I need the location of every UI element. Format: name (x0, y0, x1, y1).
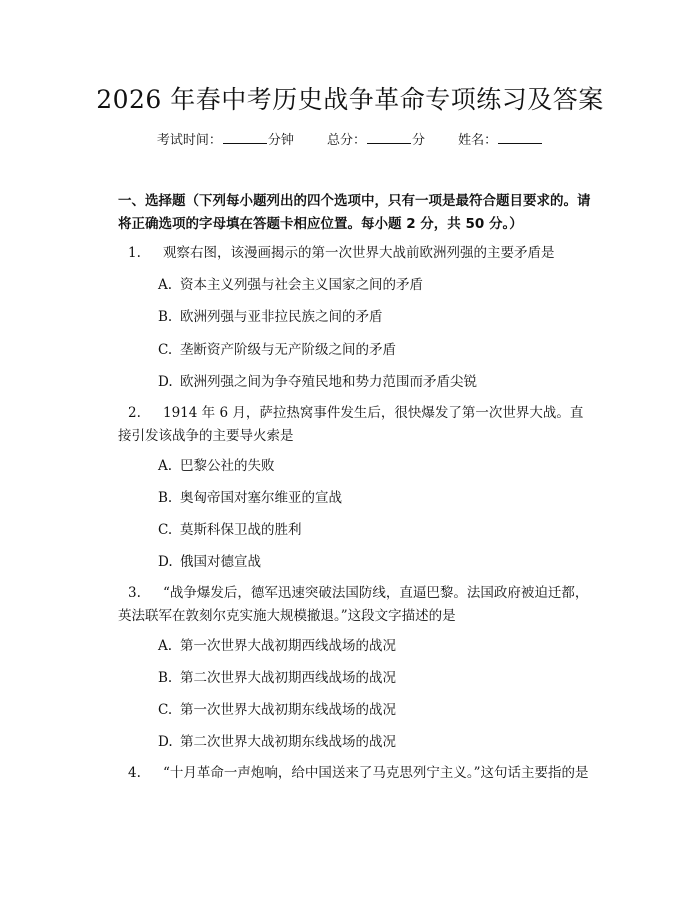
option-letter: C. (158, 522, 173, 538)
time-blank (223, 131, 267, 144)
option-c (158, 700, 588, 720)
question-number: 2. (128, 405, 141, 421)
question-number: 1. (128, 245, 141, 261)
option-text: 垄断资产阶级与无产阶级之间的矛盾 (180, 342, 396, 358)
exam-meta-line (0, 131, 700, 151)
option-a (158, 636, 588, 656)
option-text: 莫斯科保卫战的胜利 (180, 522, 302, 538)
option-text: 奥匈帝国对塞尔维亚的宣战 (180, 490, 342, 506)
question-4 (118, 762, 592, 785)
score-unit: 分 (412, 133, 426, 148)
question-text: “十月革命一声炮响，给中国送来了马克思列宁主义。”这句话主要指的是 (163, 765, 589, 781)
option-text: 第二次世界大战初期西线战场的战况 (180, 670, 396, 686)
question-text: “战争爆发后，德军迅速突破法国防线，直逼巴黎。法国政府被迫迁都，英法联军在敦刻尔克实施大规模撤退。”这段文字描述的是 (118, 585, 589, 624)
option-a (158, 456, 588, 476)
option-letter: D. (158, 734, 173, 750)
option-letter: D. (158, 374, 173, 390)
option-b (158, 488, 588, 508)
question-text: 观察右图，该漫画揭示的第一次世界大战前欧洲列强的主要矛盾是 (163, 245, 555, 261)
option-letter: A. (158, 277, 173, 293)
option-text: 巴黎公社的失败 (180, 458, 275, 474)
option-text: 俄国对德宣战 (180, 554, 261, 570)
option-letter: C. (158, 702, 173, 718)
question-number: 4. (128, 765, 141, 781)
option-c (158, 340, 588, 360)
option-d (158, 732, 588, 752)
time-unit: 分钟 (267, 133, 294, 148)
option-text: 第二次世界大战初期东线战场的战况 (180, 734, 396, 750)
option-b (158, 668, 588, 688)
option-text: 第一次世界大战初期西线战场的战况 (180, 638, 396, 654)
score-blank (367, 131, 411, 144)
option-text: 欧洲列强之间为争夺殖民地和势力范围而矛盾尖锐 (180, 374, 477, 390)
option-a (158, 275, 588, 295)
option-text: 资本主义列强与社会主义国家之间的矛盾 (180, 277, 423, 293)
option-letter: B. (158, 670, 173, 686)
option-letter: D. (158, 554, 173, 570)
option-b (158, 307, 588, 327)
time-label: 考试时间： (156, 133, 222, 148)
option-text: 第一次世界大战初期东线战场的战况 (180, 702, 396, 718)
question-number: 3. (128, 585, 141, 601)
option-letter: B. (158, 490, 173, 506)
question-text: 1914 年 6 月，萨拉热窝事件发生后，很快爆发了第一次世界大战。直接引发该战争的主要导火索是 (118, 405, 584, 444)
question-2 (118, 402, 592, 448)
option-d (158, 552, 588, 572)
page-title: 2026 年春中考历史战争革命专项练习及答案 (96, 85, 604, 114)
question-3 (118, 582, 592, 628)
name-label: 姓名： (458, 133, 498, 148)
option-d (158, 372, 588, 392)
name-blank (498, 131, 542, 144)
score-label: 总分： (326, 133, 366, 148)
option-letter: A. (158, 638, 173, 654)
option-text: 欧洲列强与亚非拉民族之间的矛盾 (180, 309, 383, 325)
question-1 (118, 242, 592, 265)
section-heading: 一、选择题（下列每小题列出的四个选项中，只有一项是最符合题目要求的。请将正确选项的字母填在答题卡相应位置。每小题 2 分，共 50 分。） (118, 193, 591, 232)
option-c (158, 520, 588, 540)
option-letter: B. (158, 309, 173, 325)
option-letter: C. (158, 342, 173, 358)
option-letter: A. (158, 458, 173, 474)
